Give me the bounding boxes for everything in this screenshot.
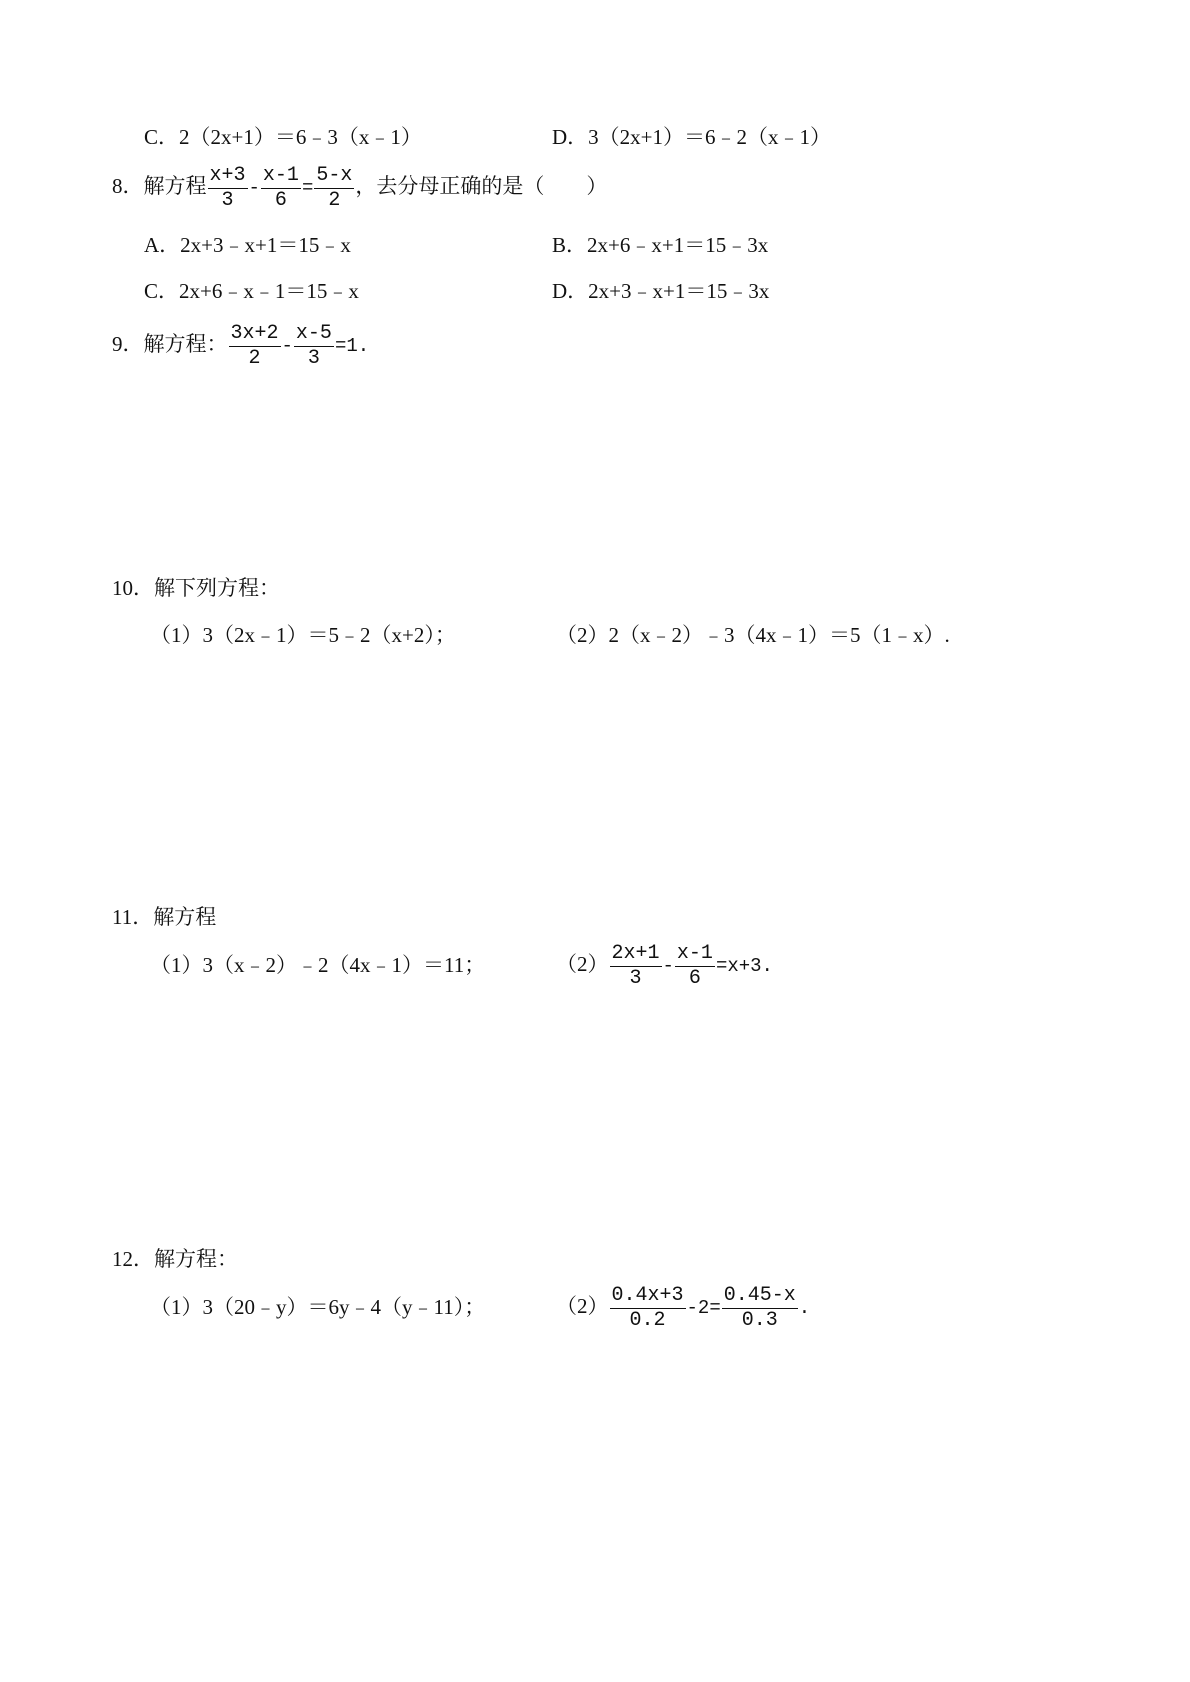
part-text: （1）3（20﹣y）＝6y﹣4（y﹣11）； bbox=[150, 1295, 486, 1319]
numerator: x-5 bbox=[295, 321, 332, 345]
q8-option-b bbox=[552, 230, 768, 260]
option-label: B． bbox=[552, 233, 588, 257]
numerator: 0.45-x bbox=[723, 1283, 796, 1307]
denominator: 3 bbox=[221, 188, 234, 212]
numerator: 5-x bbox=[316, 163, 353, 187]
q9-stem bbox=[112, 318, 369, 372]
middle-expression: -2= bbox=[686, 1297, 721, 1320]
fraction bbox=[722, 1284, 798, 1333]
denominator: 3 bbox=[307, 346, 320, 370]
option-label: C． bbox=[144, 279, 180, 303]
denominator: 0.3 bbox=[741, 1308, 778, 1332]
denominator: 3 bbox=[629, 966, 642, 990]
q11-part-2 bbox=[556, 938, 773, 992]
question-number: 12． bbox=[112, 1247, 154, 1271]
fraction bbox=[229, 322, 281, 371]
q10-stem bbox=[112, 573, 280, 603]
question-lead: 解方程 bbox=[153, 905, 217, 929]
option-text: 2x+6﹣x+1＝15﹣3x bbox=[587, 233, 769, 257]
option-text: 2x+3﹣x+1＝15﹣x bbox=[180, 233, 351, 257]
minus-sign: - bbox=[248, 177, 260, 200]
q11-stem bbox=[112, 902, 216, 932]
denominator: 0.2 bbox=[629, 1308, 666, 1332]
q12-stem bbox=[112, 1244, 238, 1274]
fraction bbox=[294, 322, 334, 371]
option-label: D． bbox=[552, 279, 589, 303]
q10-part-1 bbox=[150, 620, 456, 650]
question-number: 9． bbox=[112, 332, 144, 356]
equals-sign: = bbox=[301, 177, 314, 200]
question-lead: 解方程： bbox=[154, 1247, 238, 1271]
equation-tail: =x+3. bbox=[715, 955, 773, 978]
denominator: 6 bbox=[688, 966, 701, 990]
question-lead: 解方程： bbox=[143, 332, 228, 356]
numerator: x-1 bbox=[676, 941, 713, 965]
q8-option-a bbox=[144, 230, 351, 260]
option-text: 2（2x+1）＝6﹣3（x﹣1） bbox=[179, 125, 422, 149]
denominator: 6 bbox=[274, 188, 287, 212]
part-text: （1）3（2x﹣1）＝5﹣2（x+2）； bbox=[150, 623, 456, 647]
numerator: x-1 bbox=[262, 163, 299, 187]
option-label: C． bbox=[144, 125, 180, 149]
question-number: 10． bbox=[112, 576, 154, 600]
part-text: （2）2（x﹣2）﹣3（4x﹣1）＝5（1﹣x）. bbox=[556, 623, 950, 647]
q7-option-d bbox=[552, 122, 831, 152]
q10-part-2 bbox=[556, 620, 950, 650]
question-tail: ，去分母正确的是（ ） bbox=[355, 174, 608, 198]
fraction bbox=[675, 942, 715, 991]
q8-option-d bbox=[552, 276, 769, 306]
option-label: A． bbox=[144, 233, 181, 257]
denominator: 2 bbox=[248, 346, 261, 370]
denominator: 2 bbox=[328, 188, 341, 212]
q12-part-1 bbox=[150, 1292, 485, 1322]
q8-stem bbox=[112, 160, 607, 214]
q11-part-1 bbox=[150, 950, 485, 980]
fraction bbox=[610, 942, 662, 991]
q7-option-c bbox=[144, 122, 422, 152]
numerator: 3x+2 bbox=[230, 321, 279, 345]
option-text: 3（2x+1）＝6﹣2（x﹣1） bbox=[588, 125, 832, 149]
minus-sign: - bbox=[662, 955, 674, 978]
option-text: 2x+3﹣x+1＝15﹣3x bbox=[588, 279, 770, 303]
question-number: 8． bbox=[112, 174, 144, 198]
question-lead: 解下列方程： bbox=[154, 576, 280, 600]
equation-tail: =1. bbox=[334, 335, 370, 358]
part-text: （1）3（x﹣2）﹣2（4x﹣1）＝11； bbox=[150, 953, 486, 977]
q12-part-2 bbox=[556, 1280, 810, 1334]
equation-tail: . bbox=[798, 1297, 811, 1320]
fraction bbox=[314, 164, 354, 213]
numerator: 2x+1 bbox=[611, 941, 660, 965]
minus-sign: - bbox=[281, 335, 293, 358]
option-label: D． bbox=[552, 125, 589, 149]
part-label: （2） bbox=[556, 1294, 609, 1318]
part-label: （2） bbox=[556, 952, 609, 976]
fraction bbox=[261, 164, 301, 213]
question-lead: 解方程 bbox=[143, 174, 207, 198]
fraction bbox=[208, 164, 248, 213]
option-text: 2x+6﹣x﹣1＝15﹣x bbox=[179, 279, 359, 303]
numerator: 0.4x+3 bbox=[611, 1283, 684, 1307]
numerator: x+3 bbox=[209, 163, 246, 187]
question-number: 11． bbox=[112, 905, 154, 929]
q8-option-c bbox=[144, 276, 359, 306]
fraction bbox=[610, 1284, 686, 1333]
